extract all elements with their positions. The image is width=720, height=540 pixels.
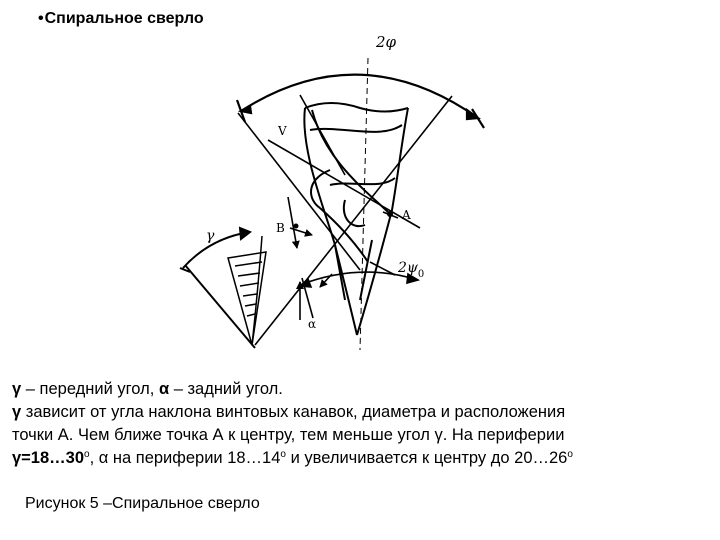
point-b-marker (294, 224, 299, 229)
line1-end: – задний угол. (173, 380, 283, 398)
label-2psi-sub: 0 (417, 269, 425, 280)
description-line-1 (12, 378, 712, 401)
title-text: Спиральное сверло (44, 10, 204, 27)
rake-angle-arc (180, 228, 255, 348)
point-a-marker (387, 211, 393, 217)
description-line-4 (12, 447, 712, 470)
title-bullet: • (38, 10, 44, 27)
construction-lines (238, 95, 452, 345)
label-2psi-main: 2ψ (398, 260, 418, 276)
degree-2: o (280, 449, 286, 460)
angle-arrows (288, 197, 398, 320)
line3-text: точки А. Чем ближе точка А к центру, тем меньше угол γ. На периферии (12, 426, 565, 444)
figure-caption: Рисунок 5 –Спиральное сверло (25, 495, 260, 512)
degree-3: o (567, 449, 573, 460)
description-line-2 (12, 401, 712, 424)
alpha-symbol-1: α (158, 380, 170, 398)
description-line-3 (12, 424, 712, 447)
line1-mid: – передний угол, (25, 380, 155, 398)
description (12, 378, 712, 470)
label-b: B (276, 221, 285, 235)
gamma-symbol-1: γ (12, 380, 22, 398)
line4-mid: , α на периферии 18…14 (89, 449, 281, 467)
gamma-symbol-2: γ (12, 403, 22, 421)
label-gamma: γ (206, 228, 215, 244)
line4-end: и увеличивается к центру до 20…26 (285, 449, 568, 467)
label-a: A (402, 208, 411, 222)
lip-section (228, 236, 266, 345)
gamma-range: γ=18…30 (12, 449, 85, 467)
label-2phi: 2φ (376, 33, 397, 51)
label-v: V (278, 124, 287, 138)
label-alpha: α (308, 317, 317, 331)
line2-text: зависит от угла наклона винтовых канавок, диаметра и расположения (25, 403, 566, 421)
degree-1: o (84, 449, 90, 460)
